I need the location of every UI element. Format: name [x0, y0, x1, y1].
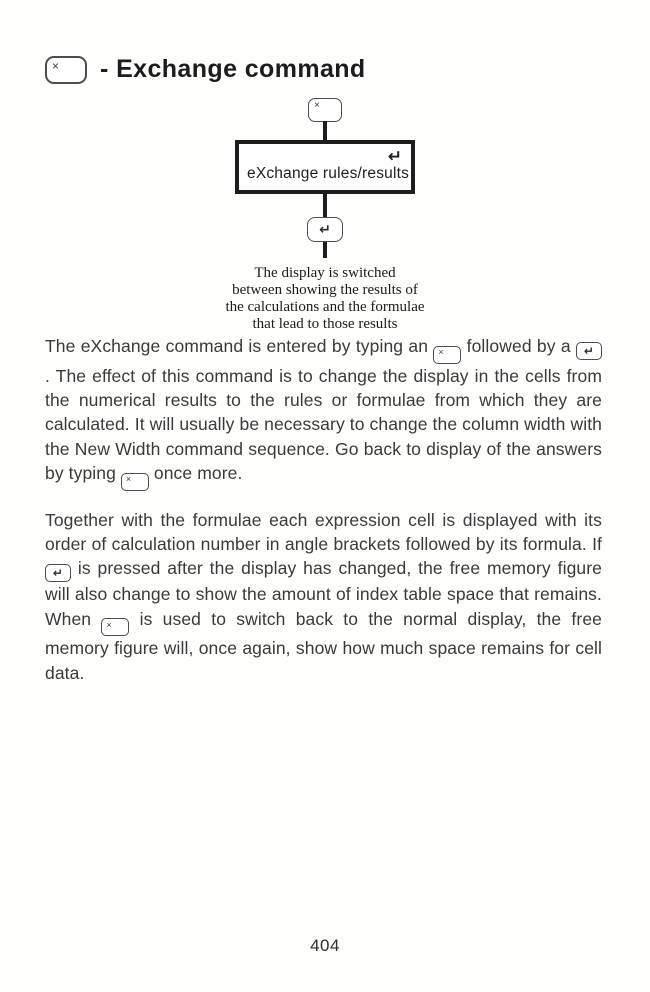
x-key-glyph: ×: [314, 100, 320, 111]
paragraph-1: [45, 334, 602, 491]
page-number: 404: [310, 936, 340, 955]
x-key-glyph: ×: [438, 347, 444, 357]
return-key-glyph: ↵: [583, 344, 595, 358]
return-key-icon: [576, 342, 602, 360]
x-key-icon: [433, 346, 461, 364]
connector-line: [323, 121, 327, 141]
return-arrow-icon: ↵: [387, 147, 402, 167]
command-flow-diagram: [0, 96, 650, 334]
text-segment: is used to switch back to the normal display, the free memory figure will, once again, show how much space remains for cell data.: [45, 608, 602, 683]
caption-line: The display is switched: [254, 265, 396, 281]
text-segment: The eXchange command is entered by typing an: [45, 336, 429, 356]
x-key-glyph: ×: [106, 619, 112, 630]
command-box-label: eXchange rules/results: [247, 165, 410, 182]
text-segment: followed by a: [466, 336, 571, 356]
text-segment: . The effect of this command is to change the display in the cells from the numerical results to the rules or formulae from which they are calculated. It will usually be necessary to change the column width with the New Width command sequence. Go back to display of the answers by typing: [45, 365, 602, 484]
caption-line: the calculations and the formulae: [225, 299, 425, 315]
return-key-icon: [45, 564, 71, 582]
diagram-caption: [0, 265, 650, 333]
x-key-glyph: ×: [52, 58, 60, 73]
command-box: [235, 140, 415, 194]
text-segment: is pressed after the display has changed, the free memory figure will also change to show the amount of index table space that remains. When: [45, 558, 602, 629]
x-key-icon: [308, 98, 342, 122]
x-key-icon: [121, 473, 149, 491]
x-key-icon: [45, 56, 87, 84]
return-key-icon: [307, 217, 343, 242]
paragraph-2: [45, 508, 602, 686]
x-key-glyph: ×: [125, 474, 132, 485]
return-key-glyph: ↵: [319, 221, 331, 238]
text-segment: once more.: [153, 463, 243, 484]
caption-line: between showing the results of: [232, 282, 418, 298]
page-title: [45, 55, 366, 84]
return-key-glyph: ↵: [52, 566, 64, 581]
x-key-icon: [101, 618, 129, 636]
title-text: - Exchange command: [100, 55, 366, 83]
text-segment: Together with the formulae each expression cell is displayed with its order of calculation number in angle brackets followed by its formula. If: [45, 509, 602, 555]
body-text: [45, 334, 602, 685]
caption-line: that lead to those results: [252, 316, 398, 332]
